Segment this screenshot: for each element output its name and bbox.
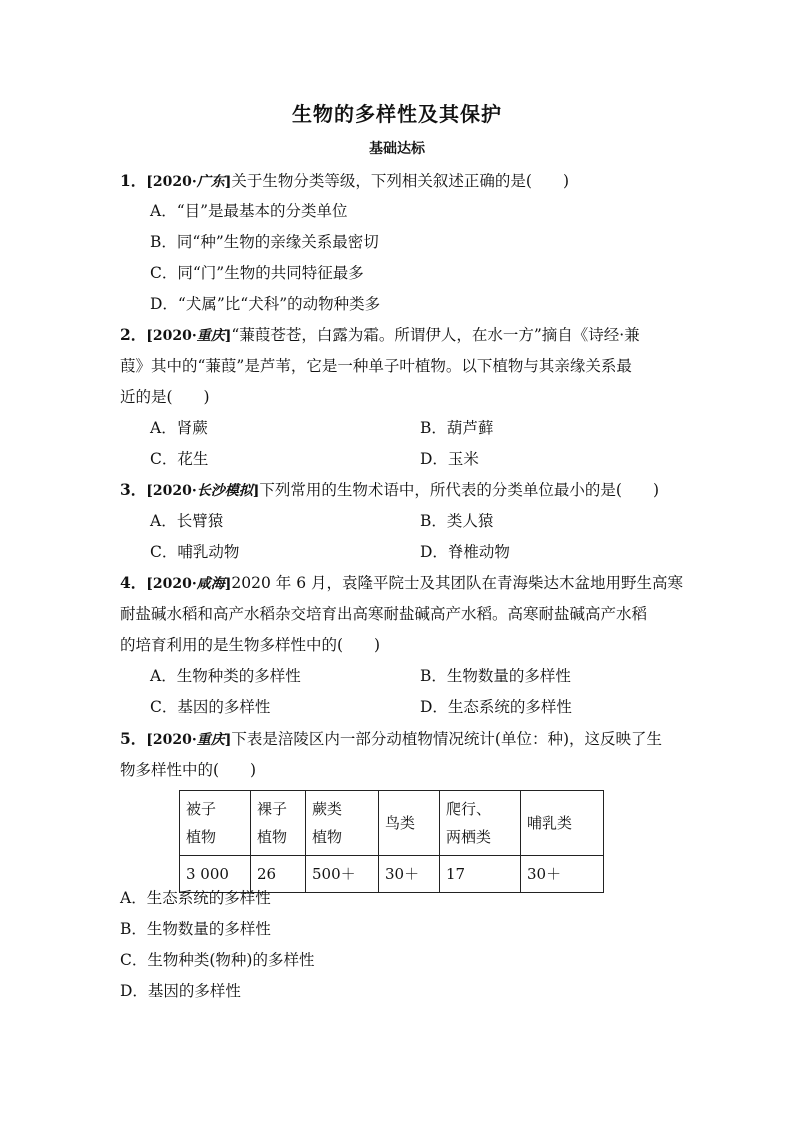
section-title: 基础达标 [369, 141, 425, 157]
question-source: [2020·广东] [146, 174, 232, 190]
question-number: 2． [120, 325, 147, 344]
table-cell: 500＋ [306, 856, 379, 893]
question-3 [120, 479, 659, 502]
question-source: [2020·重庆] [146, 732, 232, 748]
table-header-cell: 爬行、 两栖类 [440, 791, 521, 856]
question-text-line: 的培育利用的是生物多样性中的( ) [120, 636, 381, 654]
option-c: C．哺乳动物 [150, 543, 240, 561]
table-header-cell: 鸟类 [379, 791, 440, 856]
question-text-line: 葭》其中的“蒹葭”是芦苇，它是一种单子叶植物。以下植物与其亲缘关系最 [120, 357, 632, 375]
option-a: A．肾蕨 [150, 419, 208, 437]
question-number: 4． [120, 573, 147, 592]
option-d: D．玉米 [420, 450, 479, 468]
question-2 [120, 324, 640, 347]
question-number: 3． [120, 480, 147, 499]
option-c: C．同“门”生物的共同特征最多 [150, 264, 364, 282]
table-cell: 3 000 [180, 856, 251, 893]
table-cell: 30＋ [379, 856, 440, 893]
option-b: B．类人猿 [420, 512, 494, 530]
question-text-line: 近的是( ) [120, 388, 210, 406]
question-text: “蒹葭苍苍，白露为霜。所谓伊人，在水一方”摘自《诗经·兼 [231, 326, 640, 344]
table-cell: 26 [251, 856, 306, 893]
option-d: D．基因的多样性 [120, 982, 241, 1000]
option-a: A．生态系统的多样性 [120, 889, 271, 907]
option-c: C．花生 [150, 450, 209, 468]
option-b: B．生物数量的多样性 [420, 667, 571, 685]
option-d: D．生态系统的多样性 [420, 698, 572, 716]
option-c: C．生物种类(物种)的多样性 [120, 951, 315, 969]
question-source: [2020·咸海] [146, 576, 232, 592]
table-header-cell: 蕨类 植物 [306, 791, 379, 856]
question-text: 关于生物分类等级，下列相关叙述正确的是( ) [231, 172, 569, 190]
species-table [179, 790, 604, 893]
question-1 [120, 170, 569, 193]
option-b: B．同“种”生物的亲缘关系最密切 [150, 233, 379, 251]
table-header-cell: 被子 植物 [180, 791, 251, 856]
question-number: 1． [120, 171, 147, 190]
question-text: 下表是涪陵区内一部分动植物情况统计(单位：种)，这反映了生 [231, 730, 662, 748]
page-title: 生物的多样性及其保护 [292, 102, 502, 126]
table-cell: 30＋ [521, 856, 604, 893]
option-b: B．葫芦藓 [420, 419, 494, 437]
question-text: 2020 年 6 月，袁隆平院士及其团队在青海柴达木盆地用野生高寒 [231, 574, 683, 592]
option-a: A．“目”是最基本的分类单位 [150, 202, 348, 220]
option-c: C．基因的多样性 [150, 698, 271, 716]
table-header-row [180, 791, 604, 856]
option-d: D．“犬属”比“犬科”的动物种类多 [150, 295, 381, 313]
question-text: 下列常用的生物术语中，所代表的分类单位最小的是( ) [259, 481, 659, 499]
question-5 [120, 728, 662, 751]
question-number: 5． [120, 729, 147, 748]
option-b: B．生物数量的多样性 [120, 920, 271, 938]
table-header-cell: 裸子 植物 [251, 791, 306, 856]
question-source: [2020·长沙模拟] [146, 483, 260, 499]
question-4 [120, 572, 683, 595]
question-source: [2020·重庆] [146, 328, 232, 344]
table-cell: 17 [440, 856, 521, 893]
question-text-line: 耐盐碱水稻和高产水稻杂交培育出高寒耐盐碱高产水稻。高寒耐盐碱高产水稻 [120, 605, 648, 623]
question-text-line: 物多样性中的( ) [120, 761, 257, 779]
option-a: A．长臂猿 [150, 512, 224, 530]
table-header-cell: 哺乳类 [521, 791, 604, 856]
option-d: D．脊椎动物 [420, 543, 510, 561]
option-a: A．生物种类的多样性 [150, 667, 301, 685]
